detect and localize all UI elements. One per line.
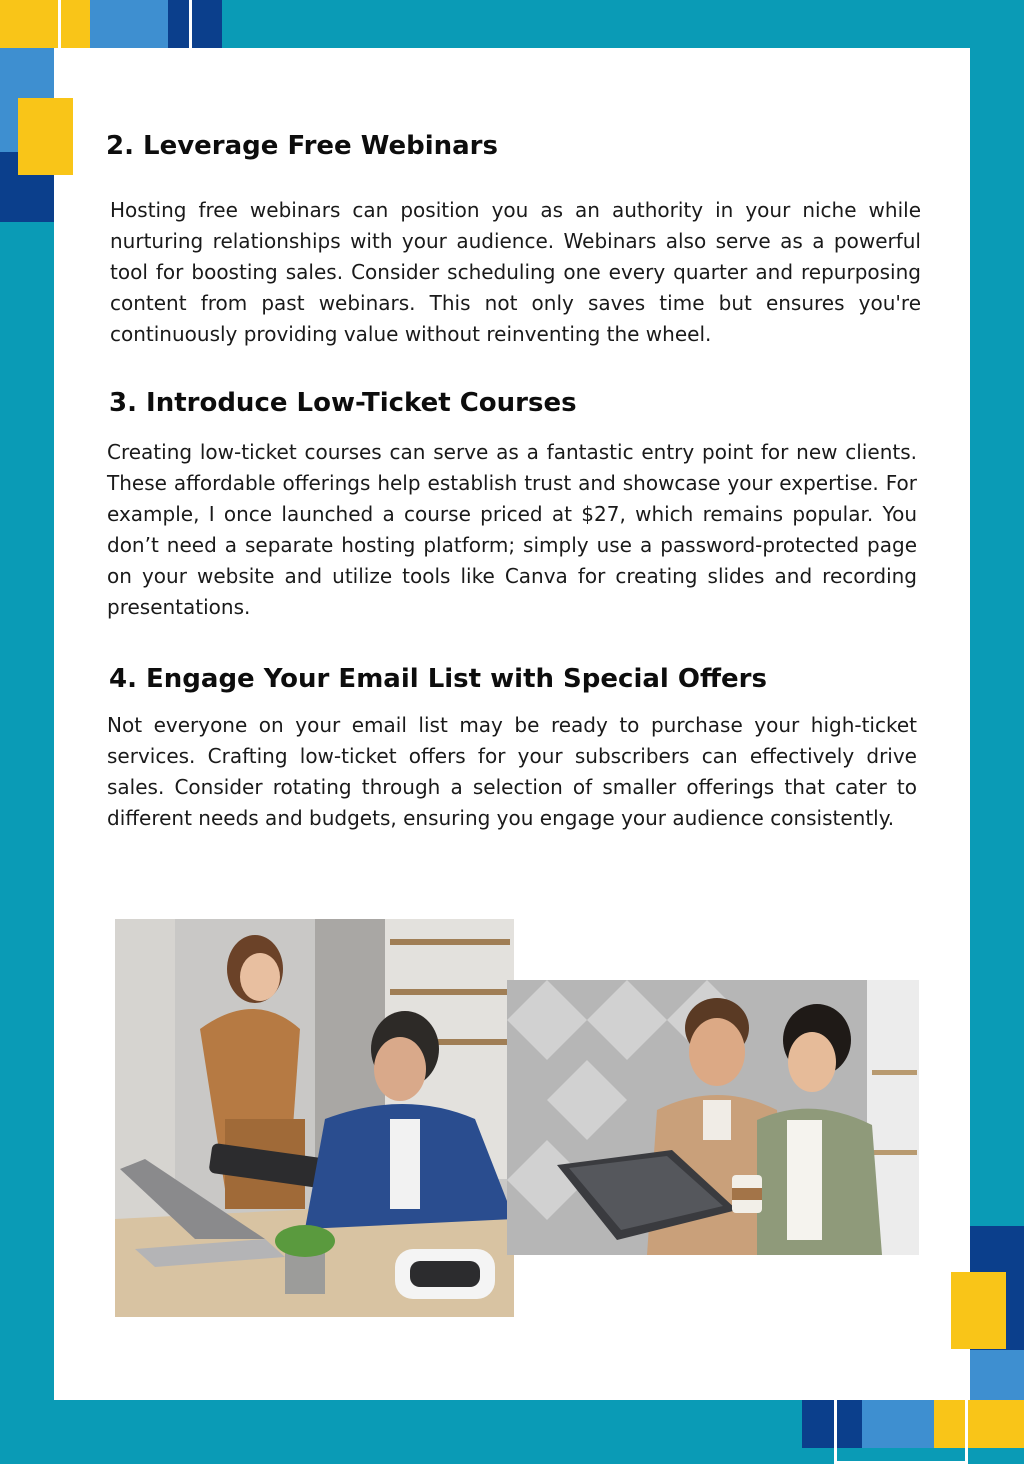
accent-block-yellow-left [18,98,73,175]
couple-laptop-photo [507,980,919,1255]
section-title-courses: 3. Introduce Low-Ticket Courses [109,388,577,418]
section-title-webinars: 2. Leverage Free Webinars [106,131,498,161]
section-title-email-list: 4. Engage Your Email List with Special Offers [109,664,767,694]
section-body-email-list: Not everyone on your email list may be ready to purchase your high-ticket services. Crafting low-ticket offers for your subscribers can effectively drive sales. Consider rotating through a selection of smaller offerings that cater to different needs and budgets, ensuring you engage your audience consistently. [107,713,917,830]
accent-block-yellow-right [951,1272,1006,1349]
office-meeting-photo [115,919,514,1317]
section-body-courses: Creating low-ticket courses can serve as a fantastic entry point for new clients. These affordable offerings help establish trust and showcase your expertise. For example, I once launched a course priced at $27, which remains popular. You don’t need a separate hosting platform; simply use a password-protected page on your website and utilize tools like Canva for creating slides and recording presentations. [107,440,917,619]
section-body-webinars: Hosting free webinars can position you as an authority in your niche while nurturing relationships with your audience. Webinars also serve as a powerful tool for boosting sales. Consider scheduling one every quarter and repurposing content from past webinars. This not only saves time but ensures you're continuously providing value without reinventing the wheel. [110,198,921,346]
